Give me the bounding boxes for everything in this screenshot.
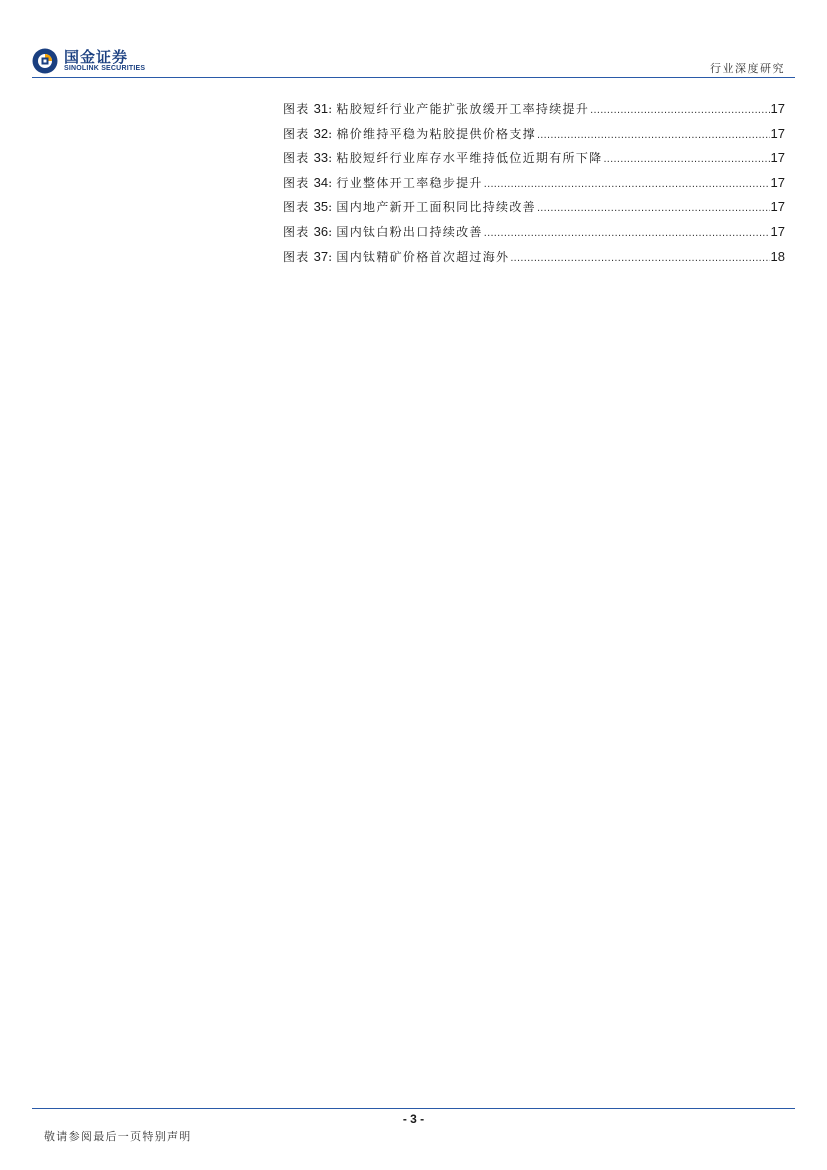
toc-entry-number: 35 <box>313 199 329 215</box>
toc-entry-title: 国内地产新开工面积同比持续改善 <box>336 200 536 215</box>
toc-entry-number: 31 <box>313 101 329 116</box>
toc-entry-colon: : <box>328 224 334 239</box>
toc-entry-chart-36[interactable] <box>283 223 785 248</box>
toc-entry-number: 37 <box>313 248 329 264</box>
toc-entry-label: 图表 <box>283 249 310 264</box>
toc-entry-page: 17 <box>770 125 785 141</box>
toc-dot-leader <box>484 178 770 190</box>
toc-entry-chart-35[interactable] <box>283 198 785 223</box>
toc-entry-chart-33[interactable] <box>283 149 785 174</box>
toc-entry-page: 17 <box>770 174 785 190</box>
toc-entry-number: 36 <box>313 223 329 239</box>
toc-dot-leader <box>537 129 770 141</box>
sinolink-logo <box>32 46 152 78</box>
toc-entry-title: 国内钛精矿价格首次超过海外 <box>336 249 510 264</box>
toc-entry-colon: : <box>328 200 334 215</box>
toc-entry-title: 国内钛白粉出口持续改善 <box>336 224 483 239</box>
toc-entry-label: 图表 <box>283 200 310 215</box>
toc-entry-label: 图表 <box>283 126 310 141</box>
toc-entry-page: 17 <box>770 150 785 166</box>
toc-dot-leader <box>484 227 770 239</box>
toc-entry-colon: : <box>328 126 334 141</box>
toc-entry-colon: : <box>328 102 334 116</box>
toc-entry-label: 图表 <box>283 224 310 239</box>
toc-entry-page: 17 <box>770 101 785 116</box>
toc-entry-page: 17 <box>770 199 785 215</box>
toc-dot-leader <box>603 153 769 165</box>
logo-chinese-name: 国金证券 <box>64 48 129 66</box>
toc-entry-colon: : <box>328 151 334 166</box>
toc-entry-chart-31[interactable] <box>283 100 785 125</box>
chart-index-list <box>283 100 785 272</box>
toc-entry-title: 粘胶短纤行业库存水平维持低位近期有所下降 <box>336 151 603 166</box>
toc-entry-label: 图表 <box>283 151 310 166</box>
toc-entry-page: 18 <box>770 248 785 264</box>
toc-entry-label: 图表 <box>283 102 310 116</box>
toc-entry-chart-32[interactable] <box>283 125 785 150</box>
toc-entry-title: 棉价维持平稳为粘胶提供价格支撑 <box>336 126 536 141</box>
page-number: - 3 - <box>402 1112 425 1126</box>
report-type-label: 行业深度研究 <box>710 62 785 75</box>
toc-dot-leader <box>537 202 770 214</box>
toc-entry-page: 17 <box>770 223 785 239</box>
toc-entry-colon: : <box>328 175 334 190</box>
sinolink-logo-icon <box>32 48 58 74</box>
header-divider <box>32 77 795 78</box>
toc-entry-number: 34 <box>313 174 329 190</box>
toc-entry-title: 粘胶短纤行业产能扩张放缓开工率持续提升 <box>336 102 590 116</box>
toc-dot-leader <box>510 252 769 264</box>
toc-entry-chart-34[interactable] <box>283 174 785 199</box>
disclaimer-note: 敬请参阅最后一页特别声明 <box>44 1130 192 1143</box>
toc-dot-leader <box>590 104 769 116</box>
page-header <box>0 0 827 80</box>
toc-entry-number: 33 <box>313 150 329 166</box>
toc-entry-chart-37[interactable] <box>283 248 785 273</box>
toc-entry-colon: : <box>328 249 334 264</box>
footer-divider <box>32 1108 795 1109</box>
toc-entry-title: 行业整体开工率稳步提升 <box>336 175 483 190</box>
toc-entry-number: 32 <box>313 125 329 141</box>
toc-entry-label: 图表 <box>283 175 310 190</box>
logo-english-name: SINOLINK SECURITIES <box>64 65 146 72</box>
